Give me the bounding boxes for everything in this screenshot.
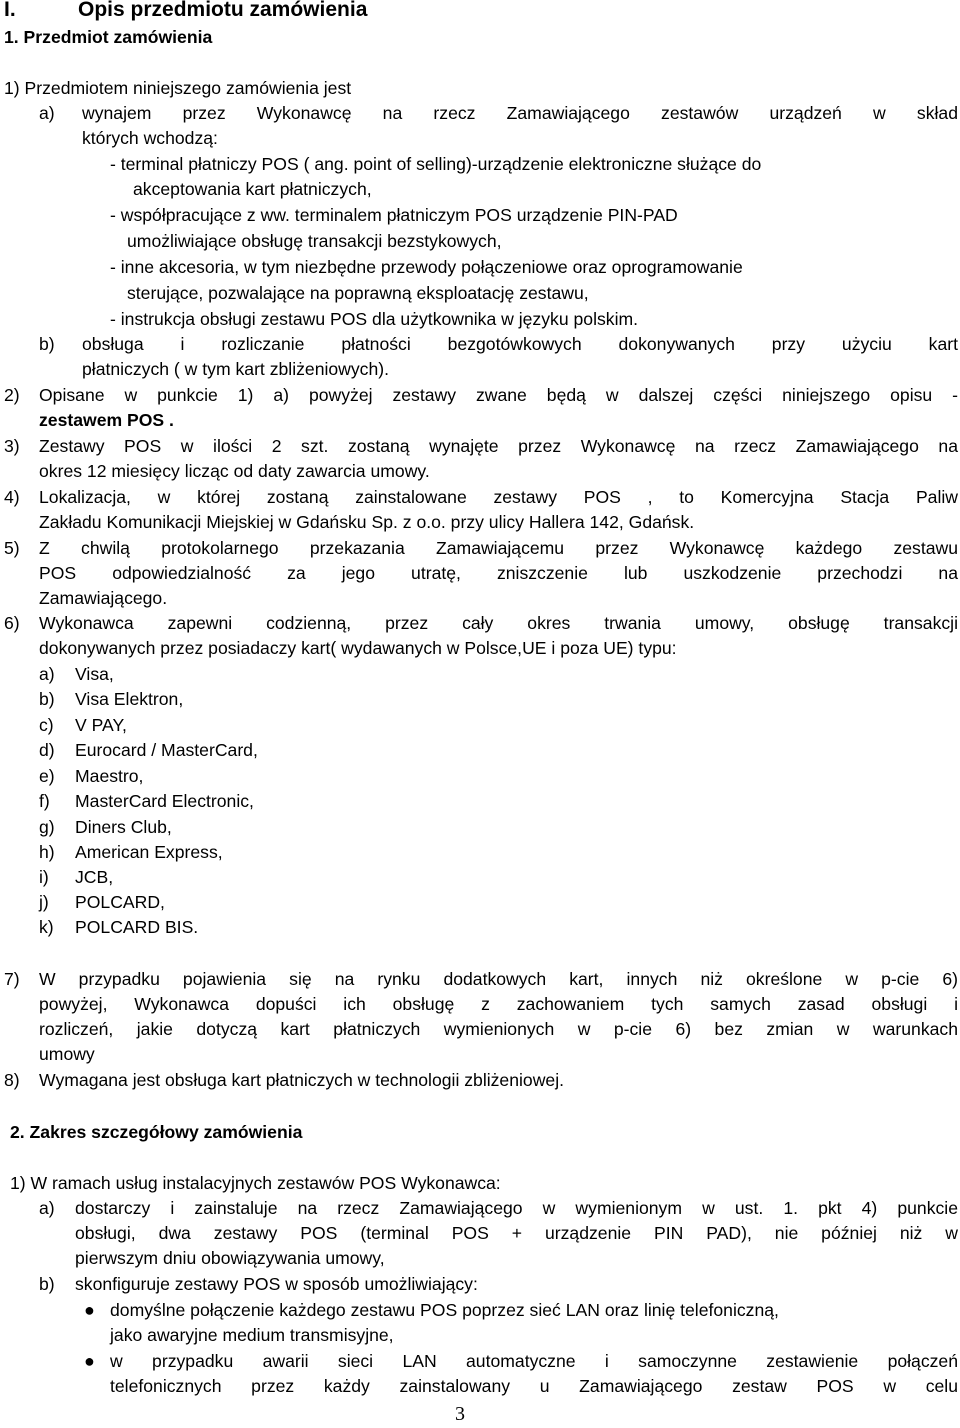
item-5-text-end: Zamawiającego. bbox=[39, 588, 168, 608]
subsection-title: 1. Przedmiot zamówienia bbox=[4, 27, 213, 47]
s2-item-1a-text-end: pierwszym dniu obowiązywania umowy, bbox=[75, 1248, 385, 1268]
section-2-title: 2. Zakres szczegółowy zamówienia bbox=[10, 1122, 303, 1142]
item-5-label: 5) bbox=[4, 538, 20, 558]
config-lan-phone-cont: jako awaryjne medium transmisyjne, bbox=[110, 1325, 394, 1345]
device-terminal-cont: akceptowania kart płatniczych, bbox=[133, 179, 372, 199]
card-name: Maestro, bbox=[75, 766, 144, 786]
device-accessories: - inne akcesoria, w tym niezbędne przewody połączeniowe oraz oprogramowanie bbox=[110, 257, 743, 277]
card-letter: a) bbox=[39, 664, 55, 684]
item-7-text-cont2: rozliczeń, jakie dotyczą kart płatniczych wymienionych w p-cie 6) bez zmian w warunkach bbox=[39, 1019, 958, 1039]
card-letter: i) bbox=[39, 867, 49, 887]
item-1b-text: obsługa i rozliczanie płatności bezgotówkowych dokonywanych przy użyciu kart bbox=[82, 334, 958, 354]
card-letter: d) bbox=[39, 740, 55, 760]
card-letter: f) bbox=[39, 791, 50, 811]
card-name: JCB, bbox=[75, 867, 114, 887]
card-letter: c) bbox=[39, 715, 54, 735]
config-lan-phone: domyślne połączenie każdego zestawu POS poprzez sieć LAN oraz linię telefoniczną, bbox=[110, 1300, 779, 1320]
card-name: POLCARD BIS. bbox=[75, 917, 199, 937]
item-8-text: Wymagana jest obsługa kart płatniczych w technologii zbliżeniowej. bbox=[39, 1070, 564, 1090]
device-terminal: - terminal płatniczy POS ( ang. point of selling)-urządzenie elektroniczne służące do bbox=[110, 154, 762, 174]
device-pinpad: - współpracujące z ww. terminalem płatniczym POS urządzenie PIN-PAD bbox=[110, 205, 678, 225]
item-4-label: 4) bbox=[4, 487, 20, 507]
item-6-text-cont: dokonywanych przez posiadaczy kart( wydawanych w Polsce,UE i poza UE) typu: bbox=[39, 638, 677, 658]
item-6-label: 6) bbox=[4, 613, 20, 633]
card-letter: b) bbox=[39, 689, 55, 709]
card-name: Visa, bbox=[75, 664, 114, 684]
card-name: American Express, bbox=[75, 842, 223, 862]
card-name: V PAY, bbox=[75, 715, 127, 735]
item-1-intro: 1) Przedmiotem niniejszego zamówienia jest bbox=[4, 78, 352, 98]
section-number: I. bbox=[4, 0, 16, 21]
bullet-icon: ● bbox=[84, 1300, 95, 1320]
item-8-label: 8) bbox=[4, 1070, 20, 1090]
item-1b-text-cont: płatniczych ( w tym kart zbliżeniowych). bbox=[82, 359, 389, 379]
card-name: Diners Club, bbox=[75, 817, 172, 837]
device-pinpad-cont: umożliwiające obsługę transakcji bezstykowych, bbox=[127, 231, 502, 251]
s2-item-1-intro: 1) W ramach usług instalacyjnych zestawów POS Wykonawca: bbox=[10, 1173, 501, 1193]
s2-item-1a-label: a) bbox=[39, 1198, 55, 1218]
item-7-text-end: umowy bbox=[39, 1044, 95, 1064]
item-1a-text-cont: których wchodzą: bbox=[82, 128, 218, 148]
card-name: MasterCard Electronic, bbox=[75, 791, 254, 811]
s2-item-1b-text: skonfiguruje zestawy POS w sposób umożliwiający: bbox=[75, 1274, 478, 1294]
config-failover-cont: telefonicznych przez każdy zainstalowany u Zamawiającego zestaw POS w celu bbox=[110, 1376, 958, 1396]
item-2-text-cont: zestawem POS . bbox=[39, 410, 174, 430]
device-accessories-cont: sterujące, pozwalające na poprawną eksploatację zestawu, bbox=[127, 283, 589, 303]
card-name: Eurocard / MasterCard, bbox=[75, 740, 258, 760]
item-2-text: Opisane w punkcie 1) a) powyżej zestawy zwane będą w dalszej części niniejszego opisu - bbox=[39, 385, 958, 405]
card-name: Visa Elektron, bbox=[75, 689, 184, 709]
card-letter: j) bbox=[39, 892, 49, 912]
item-7-label: 7) bbox=[4, 969, 20, 989]
s2-item-1a-text-cont: obsługi, dwa zestawy POS (terminal POS + urządzenie PIN PAD), nie później niż w bbox=[75, 1223, 958, 1243]
s2-item-1b-label: b) bbox=[39, 1274, 55, 1294]
item-6-text: Wykonawca zapewni codzienną, przez cały okres trwania umowy, obsługę transakcji bbox=[39, 613, 958, 633]
s2-item-1a-text: dostarczy i zainstaluje na rzecz Zamawiającego w wymienionym w ust. 1. pkt 4) punkcie bbox=[75, 1198, 958, 1218]
item-3-label: 3) bbox=[4, 436, 20, 456]
bullet-icon: ● bbox=[84, 1351, 95, 1371]
item-5-text-cont: POS odpowiedzialność za jego utratę, zniszczenie lub uszkodzenie przechodzi na bbox=[39, 563, 958, 583]
item-7-text-cont: powyżej, Wykonawca dopuści ich obsługę z zachowaniem tych samych zasad obsługi i bbox=[39, 994, 958, 1014]
card-letter: g) bbox=[39, 817, 55, 837]
config-failover: w przypadku awarii sieci LAN automatyczne i samoczynne zestawienie połączeń bbox=[110, 1351, 958, 1371]
card-letter: k) bbox=[39, 917, 54, 937]
device-manual: - instrukcja obsługi zestawu POS dla użytkownika w języku polskim. bbox=[110, 309, 639, 329]
item-2-label: 2) bbox=[4, 385, 20, 405]
item-3-text-cont: okres 12 miesięcy licząc od daty zawarcia umowy. bbox=[39, 461, 430, 481]
page-number: 3 bbox=[455, 1403, 465, 1425]
card-name: POLCARD, bbox=[75, 892, 165, 912]
item-3-text: Zestawy POS w ilości 2 szt. zostaną wynajęte przez Wykonawcę na rzecz Zamawiającego na bbox=[39, 436, 958, 456]
card-letter: h) bbox=[39, 842, 55, 862]
item-5-text: Z chwilą protokolarnego przekazania Zamawiającemu przez Wykonawcę każdego zestawu bbox=[39, 538, 958, 558]
item-1b-label: b) bbox=[39, 334, 55, 354]
card-letter: e) bbox=[39, 766, 55, 786]
item-4-text-cont: Zakładu Komunikacji Miejskiej w Gdańsku Sp. z o.o. przy ulicy Hallera 142, Gdańsk. bbox=[39, 512, 695, 532]
item-1a-text: wynajem przez Wykonawcę na rzecz Zamawiającego zestawów urządzeń w skład bbox=[82, 103, 958, 123]
item-4-text: Lokalizacja, w której zostaną zainstalowane zestawy POS , to Komercyjna Stacja Paliw bbox=[39, 487, 958, 507]
item-1a-label: a) bbox=[39, 103, 55, 123]
section-title: Opis przedmiotu zamówienia bbox=[78, 0, 368, 21]
item-7-text: W przypadku pojawienia się na rynku dodatkowych kart, innych niż określone w p-cie 6) bbox=[39, 969, 958, 989]
